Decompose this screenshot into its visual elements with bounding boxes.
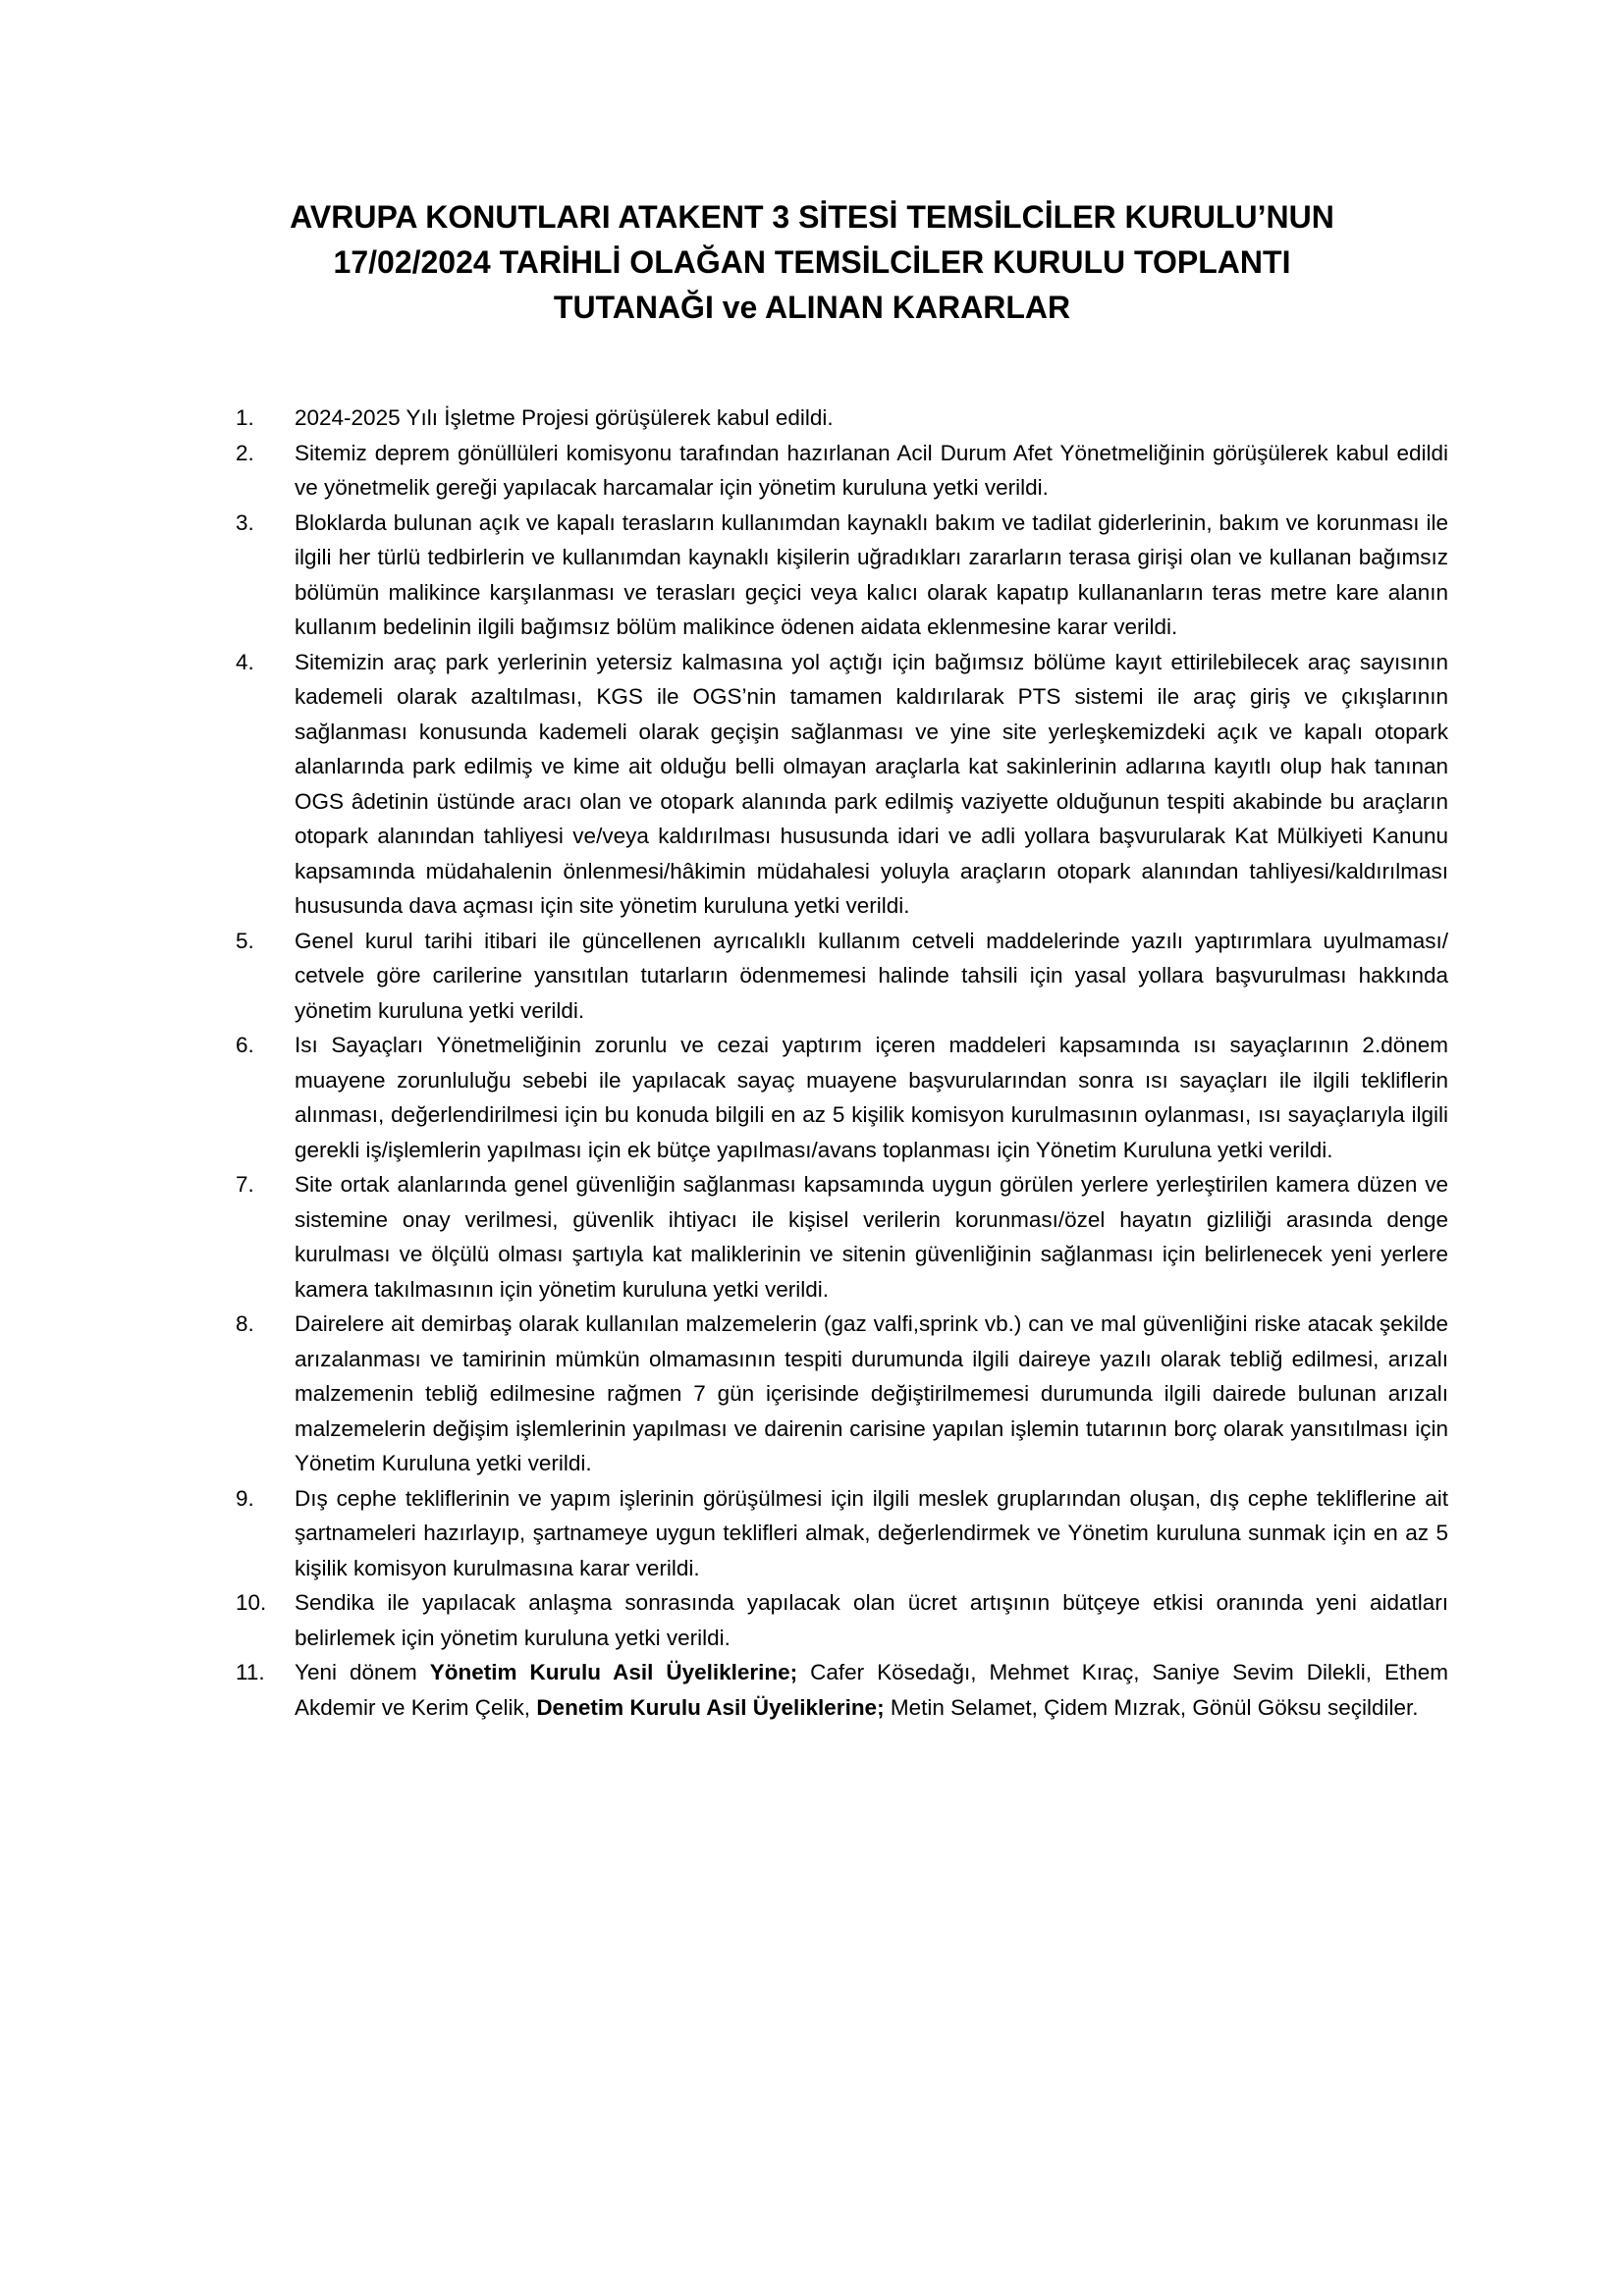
decision-item-1 [236, 400, 1448, 436]
decision-item-2 [236, 436, 1448, 506]
decision-text-part-3: Metin Selamet, Çidem Mızrak, Gönül Göksu seçildiler. [884, 1694, 1419, 1720]
title-line-1: AVRUPA KONUTLARI ATAKENT 3 SİTESİ TEMSİLCİLER KURULU’NUN [290, 199, 1334, 235]
decision-number: 6. [236, 1033, 254, 1057]
decision-number: 7. [236, 1172, 254, 1197]
audit-members-heading: Denetim Kurulu Asil Üyeliklerine; [536, 1694, 885, 1720]
decision-text: Genel kurul tarihi itibari ile güncellenen ayrıcalıklı kullanım cetveli maddelerinde yazılı yaptırımlara uyulmaması/ cetvele göre carilerine yansıtılan tutarların ödenmemesi halinde tahsili için yasal yollara başvurulması hakkında yönetim kuruluna yetki verildi. [295, 928, 1448, 1023]
decision-text: Sitemizin araç park yerlerinin yetersiz kalmasına yol açtığı için bağımsız bölüme kayıt ettirilebilecek araç sayısının kademeli olarak azaltılması, KGS ile OGS’nin tamamen kaldırılarak PTS sistemi ile araç giriş ve çıkışlarının sağlanması konusunda kademeli olarak geçişin sağlanması ve yine site yerleşkemizdeki açık ve kapalı otopark alanlarında park edilmiş ve kime ait olduğu belli olmayan araçlarla kat sakinlerinin adlarına kayıtlı olup hak tanınan OGS âdetinin üstünde aracı olan ve otopark alanında park edilmiş vaziyette olduğunun tespiti akabinde bu araçların otopark alanından tahliyesi ve/veya kaldırılması hususunda idari ve adli yollara başvurularak Kat Mülkiyeti Kanunu kapsamında müdahalenin önlenmesi/hâkimin müdahalesi yoluyla araçların otopark alanından tahliyesi/kaldırılması hususunda dava açması için site yönetim kuruluna yetki verildi. [295, 649, 1448, 918]
decision-item-3 [236, 506, 1448, 645]
decision-item-10 [236, 1585, 1448, 1655]
decision-item-6 [236, 1028, 1448, 1167]
decision-text: Isı Sayaçları Yönetmeliğinin zorunlu ve cezai yaptırım içeren maddeleri kapsamında ısı sayaçlarının 2.dönem muayene zorunluluğu sebebi ile yapılacak sayaç muayene başvurularından sonra ısı sayaçları ile ilgili tekliflerin alınması, değerlendirilmesi için bu konuda bilgili en az 5 kişilik komisyon kurulmasının oylanması, ısı sayaçlarıyla ilgili gerekli iş/işlemlerin yapılması için ek bütçe yapılması/avans toplanması için Yönetim Kuruluna yetki verildi. [295, 1033, 1448, 1162]
decision-item-4 [236, 645, 1448, 924]
title-line-3: TUTANAĞI ve ALINAN KARARLAR [553, 290, 1071, 325]
decision-text: Sitemiz deprem gönüllüleri komisyonu tarafından hazırlanan Acil Durum Afet Yönetmeliğinin görüşülerek kabul edildi ve yönetmelik gereği yapılacak harcamalar için yönetim kuruluna yetki verildi. [295, 440, 1448, 500]
decision-number: 4. [236, 649, 254, 674]
decision-text: Site ortak alanlarında genel güvenliğin sağlanması kapsamında uygun görülen yerlere yerleştirilen kamera düzen ve sistemine onay verilmesi, güvenlik ihtiyacı ile kişisel verilerin korunması/özel hayatın gizliliği arasında denge kurulması ve ölçülü olması şartıyla kat maliklerinin ve sitenin güvenliğinin sağlanması için belirlenecek yeni yerlere kamera takılmasının için yönetim kuruluna yetki verildi. [295, 1172, 1448, 1302]
document-title [236, 194, 1388, 330]
title-line-2: 17/02/2024 TARİHLİ OLAĞAN TEMSİLCİLER KURULU TOPLANTI [333, 244, 1291, 280]
decision-number: 9. [236, 1485, 254, 1511]
decision-number: 3. [236, 509, 254, 535]
decision-item-9 [236, 1481, 1448, 1586]
decision-text-part-2: Cafer Kösedağı, Mehmet Kıraç, Saniye Sevim Dilekli, Ethem Akdemir ve Kerim Çelik, [295, 1660, 1448, 1720]
decision-text: 2024-2025 Yılı İşletme Projesi görüşülerek kabul edildi. [295, 405, 834, 430]
decision-item-7 [236, 1167, 1448, 1307]
decision-number: 2. [236, 440, 254, 465]
decision-text: Sendika ile yapılacak anlaşma sonrasında yapılacak olan ücret artışının bütçeye etkisi oranında yeni aidatları belirlemek için yönetim kuruluna yetki verildi. [295, 1590, 1448, 1650]
decision-text: Dairelere ait demirbaş olarak kullanılan malzemelerin (gaz valfi,sprink vb.) can ve mal güvenliğini riske atacak şekilde arızalanması ve tamirinin mümkün olmamasının tespiti durumunda ilgili daireye yazılı olarak tebliğ edilmesi, arızalı malzemenin tebliğ edilmesine rağmen 7 gün içerisinde değiştirilmemesi durumunda ilgili dairede bulunan arızalı malzemelerin değişim işlemlerinin yapılması ve dairenin carisine yapılan işlemin tutarının borç olarak yansıtılması için Yönetim Kuruluna yetki verildi. [295, 1311, 1448, 1475]
board-members-heading: Yönetim Kurulu Asil Üyeliklerine; [429, 1660, 798, 1684]
decision-number: 5. [236, 928, 254, 953]
decision-text: Bloklarda bulunan açık ve kapalı terasların kullanımdan kaynaklı bakım ve tadilat giderlerinin, bakım ve korunması ile ilgili her türlü tedbirlerin ve kullanımdan kaynaklı kişilerin uğradıkları zararların terasa girişi olan ve kullanan bağımsız bölümün malikince karşılanması ve terasları geçici veya kalıcı olarak kapatıp kullananların teras metre kare alanın kullanım bedelinin ilgili bağımsız bölüm malikince ödenen aidata eklenmesine karar verildi. [295, 509, 1448, 639]
decision-number: 1. [236, 405, 254, 430]
decision-number: 10. [236, 1590, 267, 1615]
decision-item-5 [236, 924, 1448, 1029]
decision-number: 11. [236, 1660, 265, 1684]
decision-text-part-1: Yeni dönem [295, 1660, 430, 1684]
decision-list [236, 400, 1448, 1725]
decision-number: 8. [236, 1311, 254, 1336]
decision-text: Dış cephe tekliflerinin ve yapım işlerinin görüşülmesi için ilgili meslek gruplarından oluşan, dış cephe tekliflerine ait şartnameleri hazırlayıp, şartnameye uygun teklifleri almak, değerlendirmek ve Yönetim kuruluna sunmak için en az 5 kişilik komisyon kurulmasına karar verildi. [295, 1485, 1448, 1580]
decision-item-8 [236, 1307, 1448, 1481]
decision-item-11 [236, 1655, 1448, 1725]
